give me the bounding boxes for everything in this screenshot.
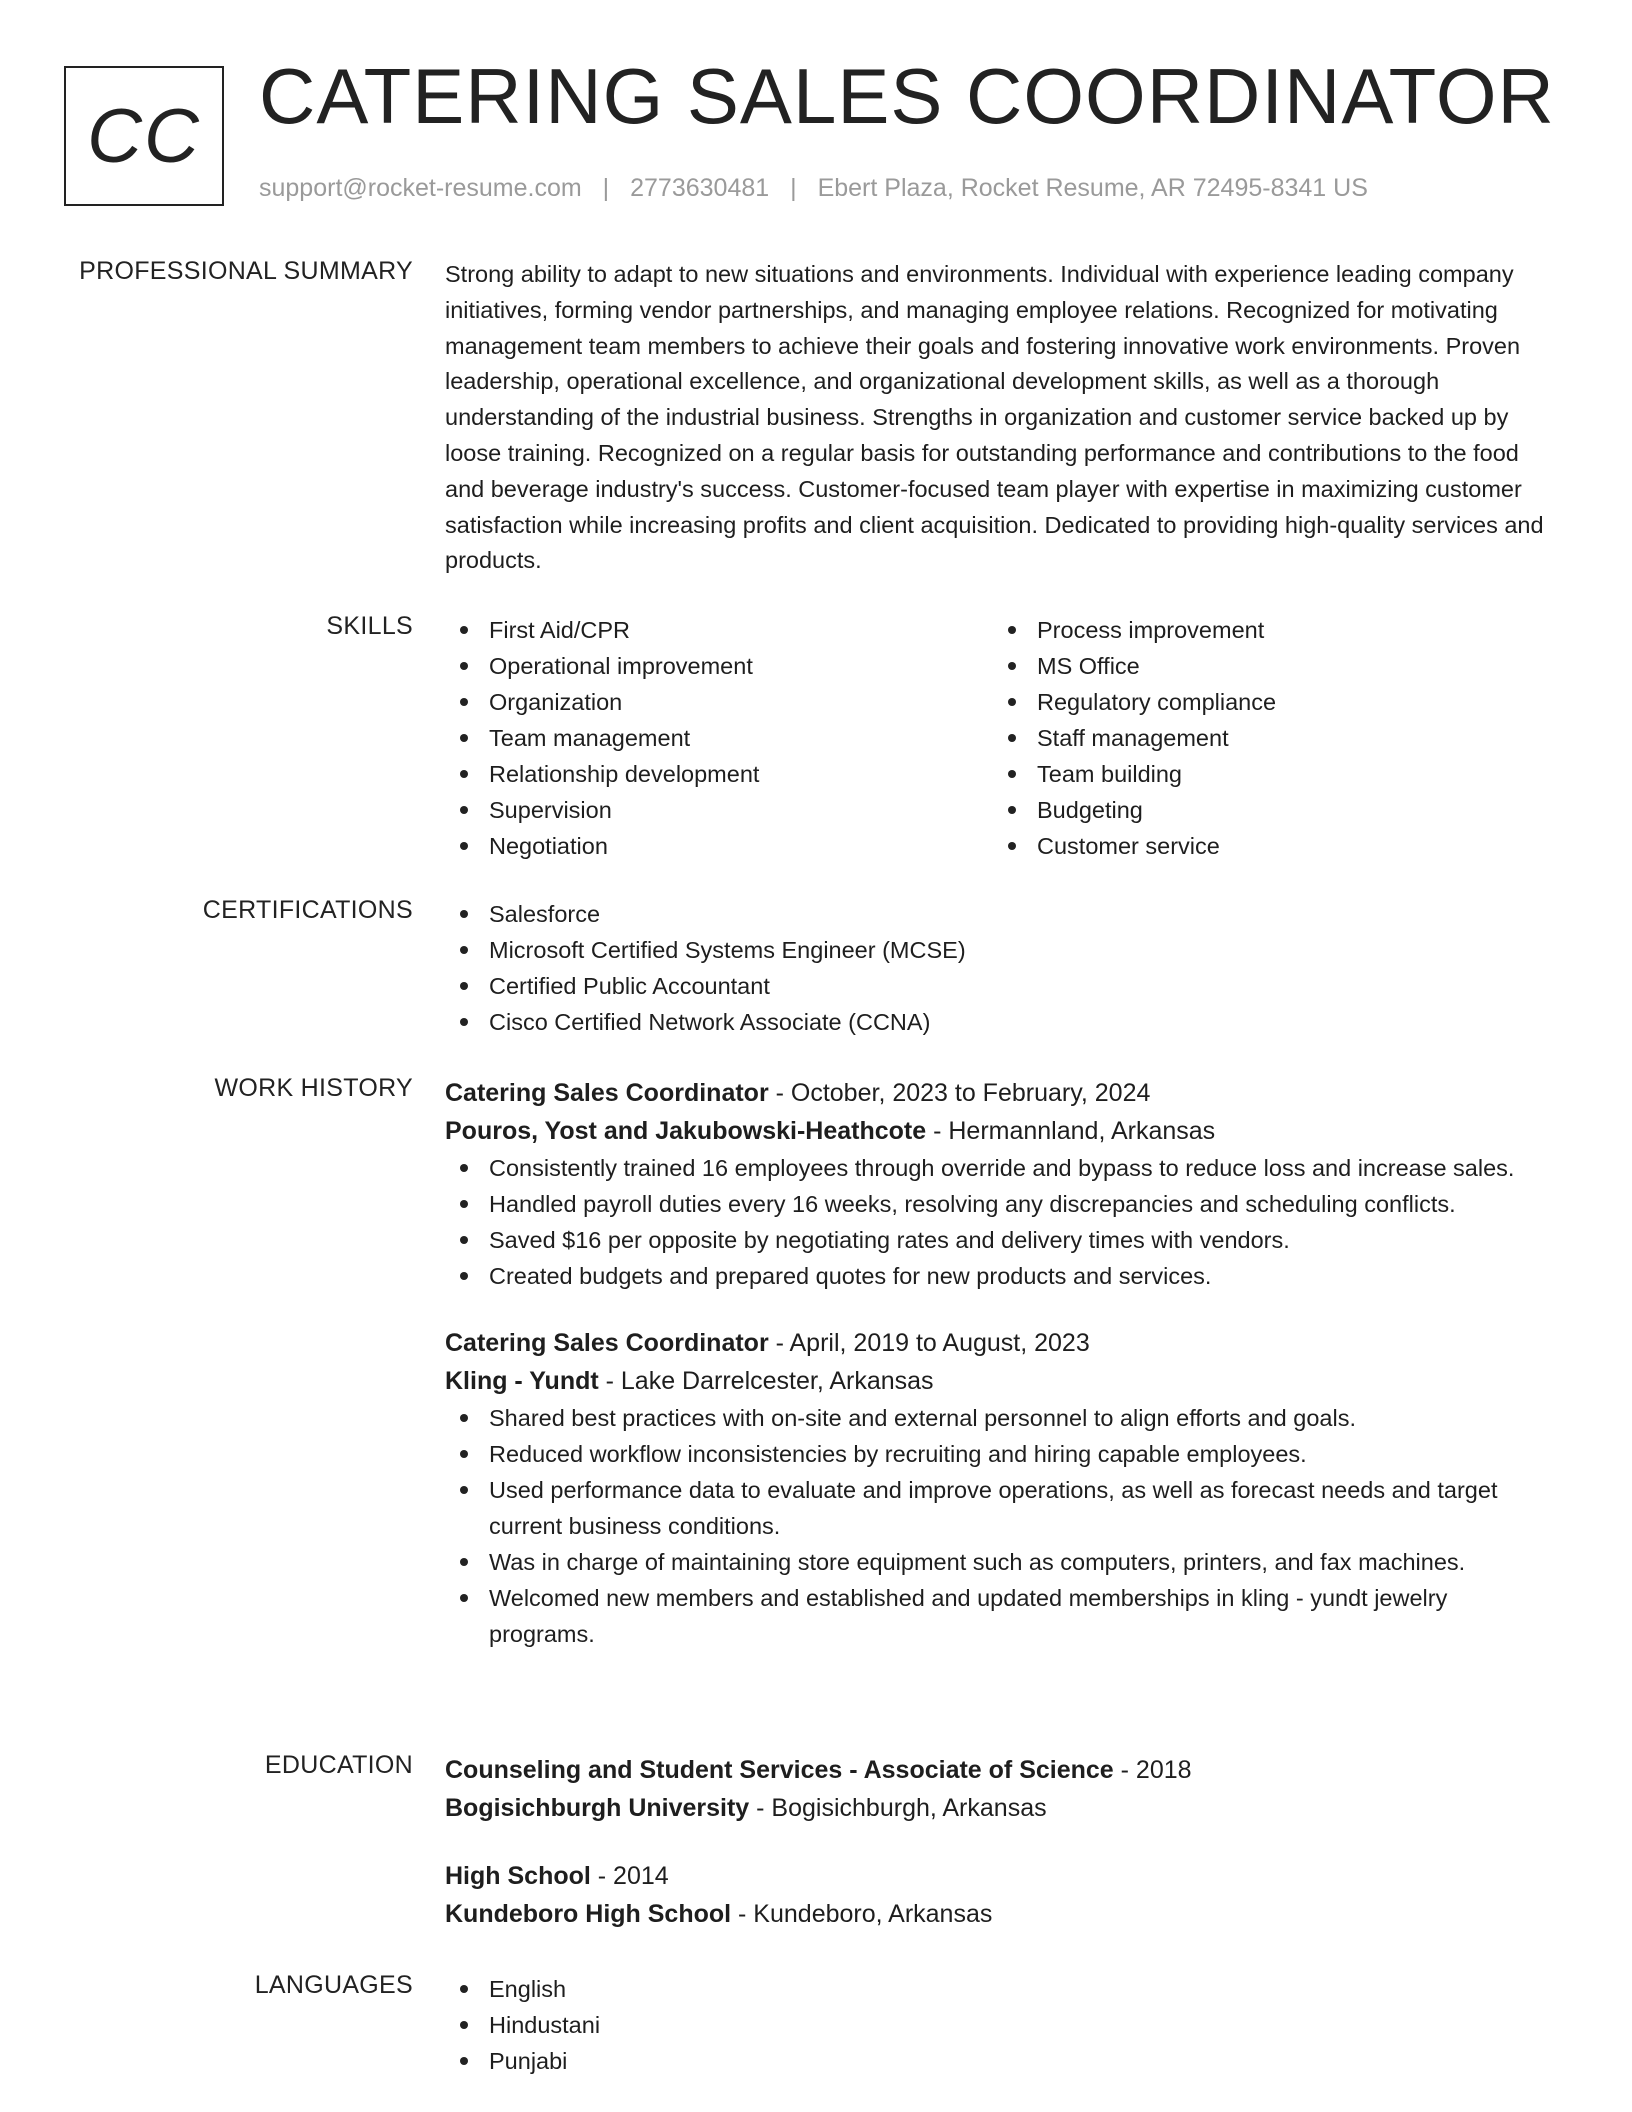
list-item: Organization bbox=[445, 684, 993, 720]
list-item: Hindustani bbox=[445, 2007, 1555, 2043]
school-name: Kundeboro High School bbox=[445, 1900, 732, 1928]
list-item: Staff management bbox=[993, 720, 1541, 756]
list-item: Salesforce bbox=[445, 896, 1555, 932]
education-entry bbox=[445, 1857, 1555, 1933]
list-item: English bbox=[445, 1971, 1555, 2007]
languages-heading: LANGUAGES bbox=[254, 1971, 413, 1999]
list-item: Used performance data to evaluate and improve operations, as well as forecast needs and target current business conditions. bbox=[445, 1472, 1555, 1544]
job-company: Pouros, Yost and Jakubowski-Heathcote bbox=[445, 1117, 927, 1145]
job-dates: - April, 2019 to August, 2023 bbox=[768, 1329, 1090, 1357]
job-title-line bbox=[445, 1074, 1555, 1112]
school-line bbox=[445, 1789, 1555, 1827]
school-location: - Kundeboro, Arkansas bbox=[731, 1900, 993, 1928]
list-item: Budgeting bbox=[993, 792, 1541, 828]
list-item: Consistently trained 16 employees through override and bypass to reduce loss and increase sales. bbox=[445, 1150, 1555, 1186]
degree-line bbox=[445, 1751, 1555, 1789]
list-item: Customer service bbox=[993, 828, 1541, 864]
summary-content bbox=[445, 257, 1555, 579]
languages-list bbox=[445, 1971, 1555, 2079]
resume-title: CATERING SALES COORDINATOR bbox=[259, 52, 1555, 140]
summary-text: Strong ability to adapt to new situations and environments. Individual with experience leading company initiatives, forming vendor partnerships, and managing employee relations. Recognized for motivating management team members to achieve their goals and fostering innovative work environments. Proven leadership, operational excellence, and organizational development skills, as well as a thorough understanding of the industrial business. Strengths in organization and customer service backed up by loose training. Recognized on a regular basis for outstanding performance and contributions to the food and beverage industry's success. Customer-focused team player with expertise in maximizing customer satisfaction while increasing profits and client acquisition. Dedicated to providing high-quality services and products. bbox=[445, 261, 1544, 574]
degree-year: - 2018 bbox=[1113, 1756, 1192, 1784]
job-bullets bbox=[445, 1150, 1555, 1294]
list-item: Created budgets and prepared quotes for new products and services. bbox=[445, 1258, 1555, 1294]
monogram-logo: CC bbox=[64, 66, 224, 206]
list-item: Process improvement bbox=[993, 612, 1541, 648]
list-item: Microsoft Certified Systems Engineer (MCSE) bbox=[445, 932, 1555, 968]
list-item: Supervision bbox=[445, 792, 993, 828]
skills-list-left bbox=[445, 612, 993, 864]
certifications-list bbox=[445, 896, 1555, 1040]
job-entry bbox=[445, 1324, 1555, 1652]
contact-phone[interactable]: 2773630481 bbox=[630, 174, 770, 202]
list-item: First Aid/CPR bbox=[445, 612, 993, 648]
list-item: Saved $16 per opposite by negotiating rates and delivery times with vendors. bbox=[445, 1222, 1555, 1258]
school-line bbox=[445, 1895, 1555, 1933]
list-item: Operational improvement bbox=[445, 648, 993, 684]
contact-separator: | bbox=[790, 174, 797, 202]
list-item: Shared best practices with on-site and external personnel to align efforts and goals. bbox=[445, 1400, 1555, 1436]
list-item: Reduced workflow inconsistencies by recruiting and hiring capable employees. bbox=[445, 1436, 1555, 1472]
job-title: Catering Sales Coordinator bbox=[445, 1079, 769, 1107]
summary-heading: PROFESSIONAL SUMMARY bbox=[79, 257, 413, 285]
skills-grid bbox=[445, 612, 1555, 864]
job-entry bbox=[445, 1074, 1555, 1294]
list-item: Welcomed new members and established and updated memberships in kling - yundt jewelry programs. bbox=[445, 1580, 1555, 1652]
school-name: Bogisichburgh University bbox=[445, 1794, 750, 1822]
degree-line bbox=[445, 1857, 1555, 1895]
list-item: Relationship development bbox=[445, 756, 993, 792]
list-item: Team building bbox=[993, 756, 1541, 792]
list-item: Handled payroll duties every 16 weeks, resolving any discrepancies and scheduling conflicts. bbox=[445, 1186, 1555, 1222]
list-item: Negotiation bbox=[445, 828, 993, 864]
work-history-content bbox=[445, 1074, 1555, 1652]
list-item: Regulatory compliance bbox=[993, 684, 1541, 720]
job-location: - Hermannland, Arkansas bbox=[926, 1117, 1216, 1145]
list-item: Cisco Certified Network Associate (CCNA) bbox=[445, 1004, 1555, 1040]
education-entry bbox=[445, 1751, 1555, 1827]
job-title: Catering Sales Coordinator bbox=[445, 1329, 769, 1357]
work-history-heading: WORK HISTORY bbox=[214, 1074, 413, 1102]
degree-year: - 2014 bbox=[590, 1862, 669, 1890]
certifications-heading: CERTIFICATIONS bbox=[202, 896, 413, 924]
list-item: Was in charge of maintaining store equipment such as computers, printers, and fax machines. bbox=[445, 1544, 1555, 1580]
job-location: - Lake Darrelcester, Arkansas bbox=[598, 1367, 934, 1395]
contact-email[interactable]: support@rocket-resume.com bbox=[259, 174, 582, 202]
job-company: Kling - Yundt bbox=[445, 1367, 599, 1395]
contact-line bbox=[259, 174, 1368, 203]
list-item: Team management bbox=[445, 720, 993, 756]
list-item: Certified Public Accountant bbox=[445, 968, 1555, 1004]
languages-content bbox=[445, 1971, 1555, 2079]
contact-separator: | bbox=[602, 174, 610, 202]
skills-list-right bbox=[993, 612, 1541, 864]
degree-name: High School bbox=[445, 1862, 591, 1890]
job-org-line bbox=[445, 1362, 1555, 1400]
job-title-line bbox=[445, 1324, 1555, 1362]
contact-address: Ebert Plaza, Rocket Resume, AR 72495-8341 US bbox=[817, 174, 1368, 202]
job-dates: - October, 2023 to February, 2024 bbox=[768, 1079, 1151, 1107]
job-bullets bbox=[445, 1400, 1555, 1652]
education-heading: EDUCATION bbox=[264, 1751, 413, 1779]
list-item: Punjabi bbox=[445, 2043, 1555, 2079]
degree-name: Counseling and Student Services - Associate of Science bbox=[445, 1756, 1114, 1784]
certifications-content bbox=[445, 896, 1555, 1040]
education-content bbox=[445, 1751, 1555, 1933]
job-org-line bbox=[445, 1112, 1555, 1150]
skills-heading: SKILLS bbox=[326, 612, 413, 640]
school-location: - Bogisichburgh, Arkansas bbox=[749, 1794, 1047, 1822]
list-item: MS Office bbox=[993, 648, 1541, 684]
